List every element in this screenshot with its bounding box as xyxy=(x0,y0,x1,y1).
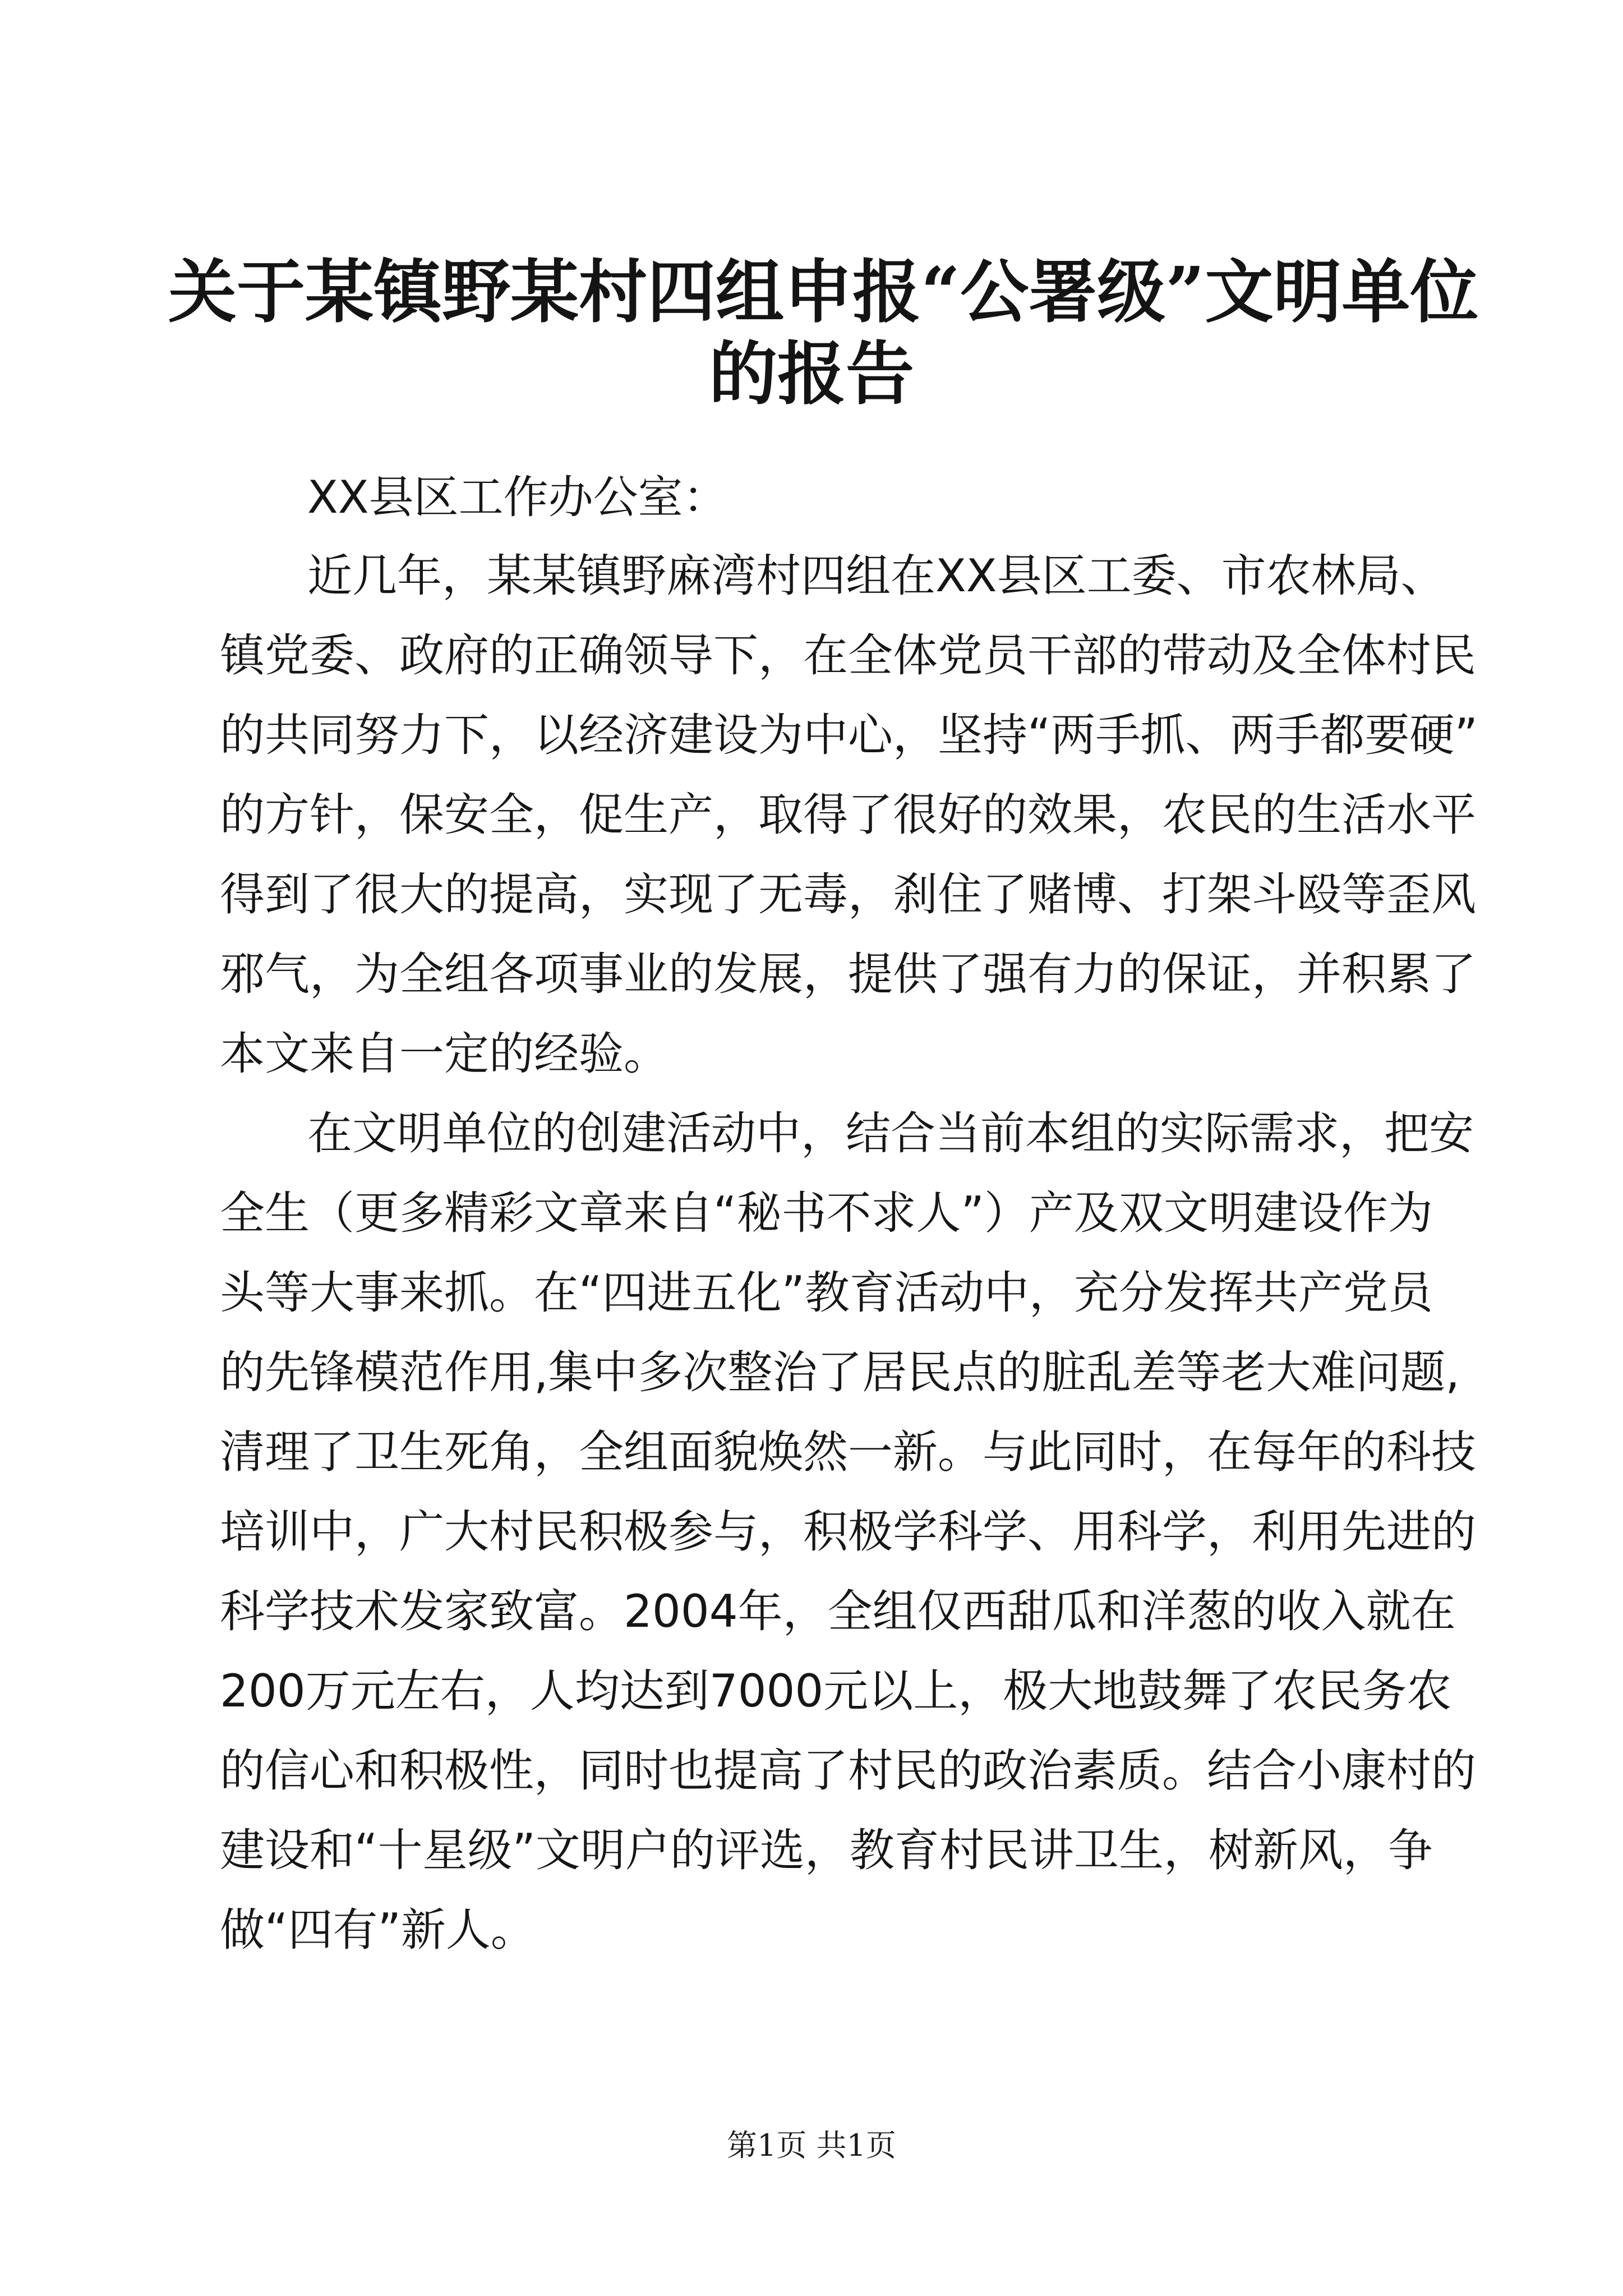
paragraph-line: 头等大事来抓。在“四进五化”教育活动中，充分发挥共产党员 xyxy=(220,1267,1433,1319)
paragraph-line: 的方针，保安全，促生产，取得了很好的效果，农民的生活水平 xyxy=(220,789,1476,841)
document-title-line-2: 的报告 xyxy=(709,333,914,414)
paragraph-line: 得到了很大的提高，实现了无毒，刹住了赌博、打架斗殴等歪风 xyxy=(220,868,1476,921)
paragraph-line: 200万元左右，人均达到7000元以上，极大地鼓舞了农民务农 xyxy=(220,1665,1452,1717)
document-title-line-1: 关于某镇野某村四组申报“公署级”文明单位 xyxy=(168,251,1479,332)
paragraph-line: 镇党委、政府的正确领导下，在全体党员干部的带动及全体村民 xyxy=(220,629,1476,682)
paragraph-line: 培训中，广大村民积极参与，积极学科学、用科学，利用先进的 xyxy=(220,1506,1476,1558)
paragraph-line: 全生（更多精彩文章来自“秘书不求人”）产及双文明建设作为 xyxy=(220,1187,1433,1239)
paragraph-line: 科学技术发家致富。2004年，全组仅西甜瓜和洋葱的收入就在 xyxy=(220,1585,1456,1637)
paragraph-line: 清理了卫生死角，全组面貌焕然一新。与此同时，在每年的科技 xyxy=(220,1426,1476,1478)
paragraph-line: 在文明单位的创建活动中，结合当前本组的实际需求，把安 xyxy=(307,1107,1474,1159)
salutation: XX县区工作办公室： xyxy=(307,471,728,523)
paragraph-line: 的先锋模范作用,集中多次整治了居民点的脏乱差等老大难问题, xyxy=(220,1346,1460,1398)
paragraph-line: 邪气，为全组各项事业的发展，提供了强有力的保证，并积累了 xyxy=(220,948,1476,1000)
paragraph-line: 的信心和积极性，同时也提高了村民的政治素质。结合小康村的 xyxy=(220,1745,1476,1797)
paragraph-line: 做“四有”新人。 xyxy=(220,1904,536,1956)
page-footer: 第1页 共1页 xyxy=(727,2128,896,2163)
paragraph-line: 本文来自一定的经验。 xyxy=(220,1028,668,1080)
paragraph-line: 的共同努力下，以经济建设为中心，坚持“两手抓、两手都要硬” xyxy=(220,709,1478,761)
paragraph-line: 建设和“十星级”文明户的评选，教育村民讲卫生，树新风，争 xyxy=(220,1824,1433,1876)
paragraph-line: 近几年，某某镇野麻湾村四组在XX县区工委、市农林局、 xyxy=(307,550,1446,602)
